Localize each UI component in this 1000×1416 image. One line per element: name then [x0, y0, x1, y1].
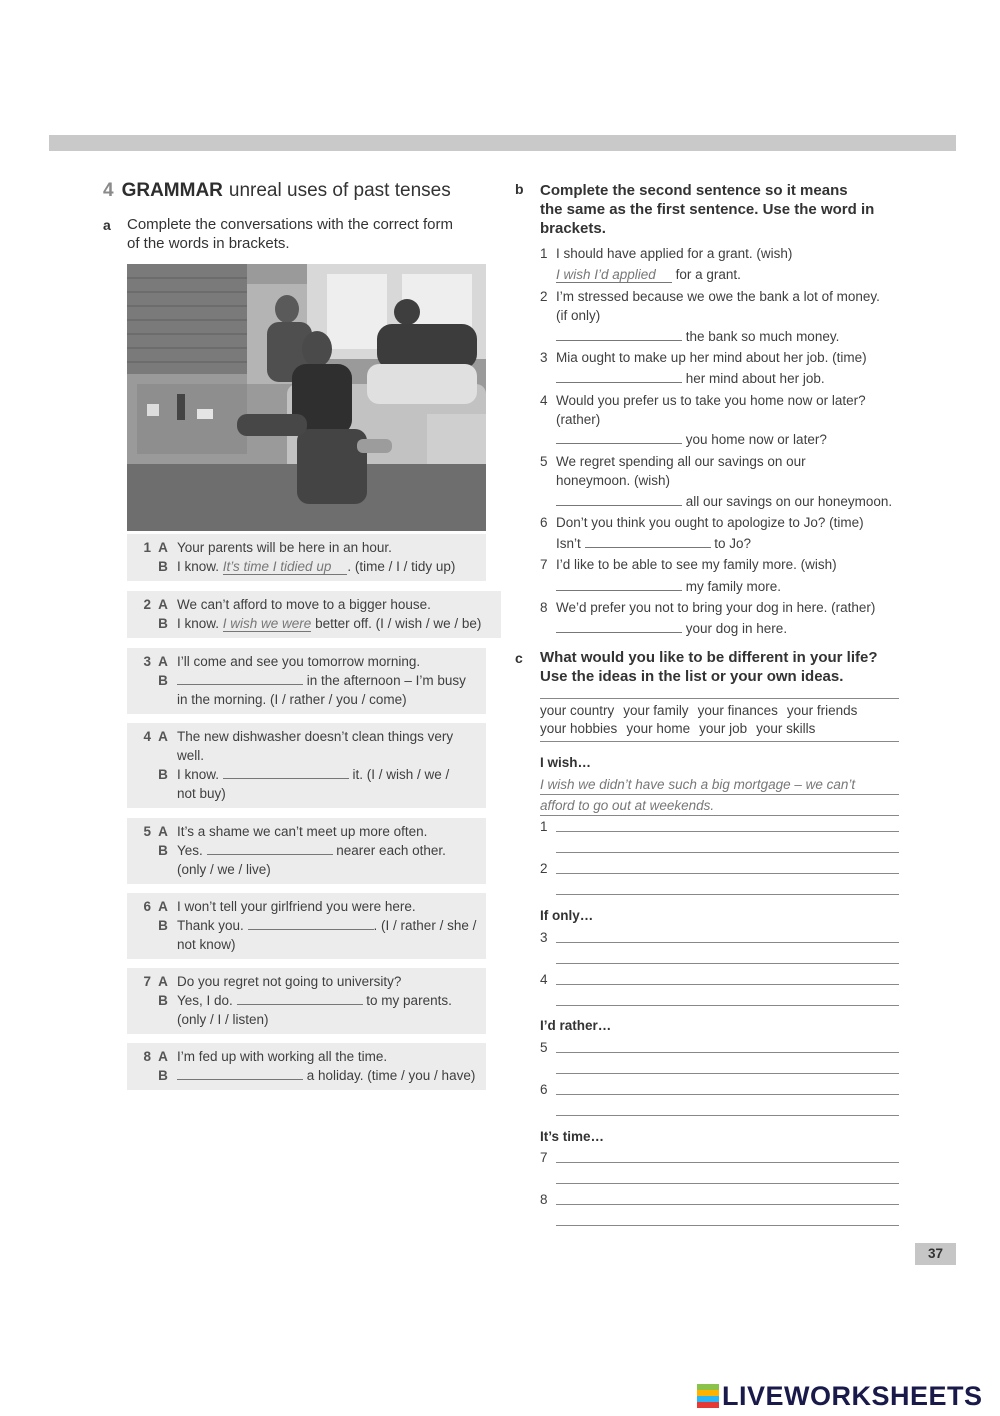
- ideas-word-box: [540, 698, 899, 742]
- answer-blank-b4[interactable]: [556, 430, 682, 444]
- write-line-1a[interactable]: [556, 831, 899, 832]
- part-b-answer-1: [556, 265, 741, 284]
- answer-blank-b3[interactable]: [556, 369, 682, 383]
- part-b-item-2: [540, 287, 880, 306]
- write-line-4a[interactable]: [556, 984, 899, 985]
- item-prefix: Isn’t: [556, 536, 585, 551]
- part-b-item-6: [540, 513, 864, 532]
- item-number: 1: [540, 246, 548, 261]
- item-number: 2: [540, 289, 548, 304]
- dialogue-4: [127, 723, 486, 808]
- speaker-b: B: [158, 673, 168, 688]
- answer-blank-b7[interactable]: [556, 577, 682, 591]
- idea-word: your hobbies: [540, 721, 618, 736]
- dialogue-line-a: It’s a shame we can’t meet up more often.: [177, 824, 428, 839]
- idea-word: your finances: [697, 703, 778, 718]
- dialogue-line-b-cont: not know): [177, 937, 236, 952]
- section-title: [103, 180, 451, 202]
- section-subtitle: unreal uses of past tenses: [228, 180, 451, 201]
- liveworksheets-logo-icon: [697, 1384, 719, 1408]
- dialogue-number: 8: [143, 1049, 151, 1064]
- dialogue-line-a: I’ll come and see you tomorrow morning.: [177, 654, 421, 669]
- item-completion: all our savings on our honeymoon.: [682, 494, 893, 509]
- dialogue-line-b: [175, 614, 501, 633]
- part-b-answer-7: [556, 577, 781, 596]
- answer-blank-7[interactable]: [237, 991, 363, 1005]
- dialogue-number: 7: [143, 974, 151, 989]
- idea-word: your friends: [786, 703, 858, 718]
- part-b-item-4: [540, 391, 866, 410]
- part-a-instruction: [127, 215, 453, 253]
- part-b-answer-6: [556, 534, 751, 553]
- item-completion: for a grant.: [671, 267, 741, 282]
- part-a-instruction-line: of the words in brackets.: [127, 235, 290, 252]
- group-heading-if-only: If only…: [540, 908, 594, 923]
- line-prefix: I know.: [177, 559, 223, 574]
- answer-blank-8[interactable]: [177, 1066, 303, 1080]
- item-completion: her mind about her job.: [682, 371, 825, 386]
- dialogue-number: 5: [143, 824, 151, 839]
- dialogue-6: [127, 893, 486, 959]
- write-number: 4: [540, 972, 548, 987]
- speaker-b: B: [158, 616, 168, 631]
- group-heading-its-time: It’s time…: [540, 1129, 605, 1144]
- part-b-item-8: [540, 598, 875, 617]
- answer-blank-b8[interactable]: [556, 619, 682, 633]
- write-line-3b[interactable]: [556, 963, 899, 964]
- item-number: 8: [540, 600, 548, 615]
- dialogue-line-a: I’m fed up with working all the time.: [177, 1049, 388, 1064]
- line-prefix: Yes.: [177, 843, 207, 858]
- part-a-instruction-line: Complete the conversations with the correct form: [127, 216, 453, 233]
- line-suffix: to my parents.: [362, 993, 452, 1008]
- write-number: 2: [540, 861, 548, 876]
- idea-word: your skills: [756, 721, 816, 736]
- answer-blank-6[interactable]: [248, 916, 374, 930]
- write-number: 5: [540, 1040, 548, 1055]
- write-number: 3: [540, 930, 548, 945]
- party-aftermath-photo: [127, 264, 486, 531]
- item-sentence: Would you prefer us to take you home now or later?: [556, 393, 866, 408]
- answer-blank-5[interactable]: [207, 841, 333, 855]
- speaker-a: A: [158, 540, 168, 555]
- dialogue-line-b: [175, 671, 486, 690]
- item-sentence-cont: (rather): [556, 412, 601, 427]
- group-heading-id-rather: I’d rather…: [540, 1018, 612, 1033]
- speaker-a: A: [158, 824, 168, 839]
- line-suffix: . (time / I / tidy up): [347, 559, 456, 574]
- part-c-instruction: [540, 648, 878, 686]
- line-suffix: a holiday. (time / you / have): [303, 1068, 476, 1083]
- part-b-instruction: [540, 181, 874, 238]
- write-line-2a[interactable]: [556, 873, 899, 874]
- write-line-7a[interactable]: [556, 1162, 899, 1163]
- dialogue-line-a: The new dishwasher doesn’t clean things very: [177, 729, 454, 744]
- dialogue-line-b-cont: not buy): [177, 786, 226, 801]
- item-number: 3: [540, 350, 548, 365]
- speaker-b: B: [158, 1068, 168, 1083]
- dialogue-1: [127, 534, 486, 581]
- dialogue-line-b-cont: (only / I / listen): [177, 1012, 269, 1027]
- part-b-item-5: [540, 452, 806, 471]
- section-keyword: GRAMMAR: [121, 180, 223, 201]
- item-number: 6: [540, 515, 548, 530]
- item-completion: the bank so much money.: [682, 329, 840, 344]
- line-prefix: I know.: [177, 767, 223, 782]
- speaker-b: B: [158, 918, 168, 933]
- part-b-instruction-line: the same as the first sentence. Use the word in: [540, 201, 875, 218]
- speaker-a: A: [158, 974, 168, 989]
- idea-word: your home: [626, 721, 691, 736]
- item-number: 7: [540, 557, 548, 572]
- speaker-a: A: [158, 1049, 168, 1064]
- idea-word: your job: [699, 721, 748, 736]
- write-line-6a[interactable]: [556, 1094, 899, 1095]
- dialogue-3: [127, 648, 486, 714]
- item-number: 5: [540, 454, 548, 469]
- write-line-5a[interactable]: [556, 1052, 899, 1053]
- page-number: 37: [915, 1243, 956, 1265]
- example-line: I wish we didn’t have such a big mortgage – we can’t: [540, 774, 899, 795]
- example-line: afford to go out at weekends.: [540, 795, 899, 816]
- write-line-8b[interactable]: [556, 1225, 899, 1226]
- speaker-a: A: [158, 654, 168, 669]
- liveworksheets-brand: [697, 1381, 983, 1411]
- dialogue-line-b: [175, 841, 486, 860]
- answer-blank-4[interactable]: [223, 765, 349, 779]
- dialogue-8: [127, 1043, 486, 1090]
- item-sentence: I should have applied for a grant. (wish): [556, 246, 793, 261]
- dialogue-line-b: [175, 916, 486, 935]
- dialogue-number: 4: [143, 729, 151, 744]
- item-sentence: I’m stressed because we owe the bank a lot of money.: [556, 289, 880, 304]
- group-heading-i-wish: I wish…: [540, 755, 592, 770]
- dialogue-number: 6: [143, 899, 151, 914]
- header-bar: [49, 135, 956, 151]
- line-suffix: . (I / rather / she /: [373, 918, 477, 933]
- line-suffix: nearer each other.: [332, 843, 446, 858]
- item-sentence-cont: (if only): [556, 308, 601, 323]
- item-completion: your dog in here.: [682, 621, 788, 636]
- dialogue-line-b-cont: (only / we / live): [177, 862, 271, 877]
- speaker-b: B: [158, 993, 168, 1008]
- part-b-item-7: [540, 555, 837, 574]
- example-answer: I wish I’d applied: [556, 267, 672, 283]
- line-prefix: I know.: [177, 616, 223, 631]
- logo-stripe: [697, 1402, 719, 1408]
- part-b-answer-8: [556, 619, 787, 638]
- line-suffix: in the afternoon – I’m busy: [303, 673, 466, 688]
- dialogue-line-b: [175, 557, 486, 576]
- write-line-6b[interactable]: [556, 1115, 899, 1116]
- write-number: 6: [540, 1082, 548, 1097]
- answer-blank-b2[interactable]: [556, 327, 682, 341]
- dialogue-line-a: I won’t tell your girlfriend you were here.: [177, 899, 416, 914]
- write-line-7b[interactable]: [556, 1183, 899, 1184]
- item-sentence: Mia ought to make up her mind about her job. (time): [556, 350, 867, 365]
- speaker-a: A: [158, 899, 168, 914]
- write-line-3a[interactable]: [556, 942, 899, 943]
- write-line-5b[interactable]: [556, 1073, 899, 1074]
- part-b-instruction-line: Complete the second sentence so it means: [540, 182, 848, 199]
- part-a-letter: a: [103, 217, 111, 233]
- part-b-answer-3: [556, 369, 825, 388]
- section-number: 4: [103, 180, 114, 201]
- dialogue-number: 2: [143, 597, 151, 612]
- part-b-answer-2: [556, 327, 839, 346]
- part-b-item-1: [540, 244, 792, 263]
- dialogue-line-b: [175, 1066, 486, 1085]
- part-b-instruction-line: brackets.: [540, 220, 606, 237]
- idea-word: your family: [623, 703, 689, 718]
- dialogue-line-b-cont: in the morning. (I / rather / you / come): [177, 692, 407, 707]
- answer-blank-3[interactable]: [177, 671, 303, 685]
- answer-blank-b5[interactable]: [556, 492, 682, 506]
- line-suffix: it. (I / wish / we /: [348, 767, 450, 782]
- item-number: 4: [540, 393, 548, 408]
- answer-blank-b6[interactable]: [585, 534, 711, 548]
- dialogue-line-b: [175, 765, 486, 784]
- dialogue-line-a: Do you regret not going to university?: [177, 974, 402, 989]
- item-sentence: We regret spending all our savings on our: [556, 454, 806, 469]
- example-answer: I wish we were: [222, 616, 312, 631]
- item-sentence-cont: honeymoon. (wish): [556, 473, 671, 488]
- part-b-item-3: [540, 348, 867, 367]
- dialogue-2: [127, 591, 501, 638]
- dialogue-number: 3: [143, 654, 151, 669]
- dialogue-line-a: Your parents will be here in an hour.: [177, 540, 392, 555]
- idea-word: your country: [540, 703, 615, 718]
- part-c-instruction-line: What would you like to be different in your life?: [540, 649, 878, 666]
- example-answer: It’s time I tidied up: [223, 559, 348, 575]
- part-b-answer-5: [556, 492, 892, 511]
- example-answer-c: [540, 774, 899, 816]
- item-completion: you home now or later?: [682, 432, 827, 447]
- item-sentence: Don’t you think you ought to apologize to Jo? (time): [556, 515, 864, 530]
- dialogue-line-b: [175, 991, 486, 1010]
- line-prefix: Thank you.: [177, 918, 248, 933]
- speaker-b: B: [158, 559, 168, 574]
- line-prefix: Yes, I do.: [177, 993, 237, 1008]
- brand-text: LIVEWORKSHEETS: [722, 1380, 983, 1411]
- part-b-answer-4: [556, 430, 827, 449]
- write-line-1b[interactable]: [556, 852, 899, 853]
- write-line-8a[interactable]: [556, 1204, 899, 1205]
- speaker-b: B: [158, 767, 168, 782]
- dialogue-number: 1: [143, 540, 151, 555]
- line-suffix: better off. (I / wish / we / be): [311, 616, 482, 631]
- speaker-a: A: [158, 597, 168, 612]
- item-completion: to Jo?: [710, 536, 752, 551]
- dialogue-7: [127, 968, 486, 1034]
- write-number: 8: [540, 1192, 548, 1207]
- item-completion: my family more.: [682, 579, 782, 594]
- write-number: 7: [540, 1150, 548, 1165]
- part-c-letter: c: [515, 650, 523, 666]
- write-line-2b[interactable]: [556, 894, 899, 895]
- dialogue-line-a-cont: well.: [177, 748, 205, 763]
- item-sentence: We’d prefer you not to bring your dog in here. (rather): [556, 600, 876, 615]
- dialogue-line-a: We can’t afford to move to a bigger house.: [177, 597, 431, 612]
- part-c-instruction-line: Use the ideas in the list or your own ideas.: [540, 668, 844, 685]
- speaker-b: B: [158, 843, 168, 858]
- part-b-letter: b: [515, 181, 524, 197]
- write-number: 1: [540, 819, 548, 834]
- speaker-a: A: [158, 729, 168, 744]
- item-sentence: I’d like to be able to see my family more. (wish): [556, 557, 837, 572]
- write-line-4b[interactable]: [556, 1005, 899, 1006]
- dialogue-5: [127, 818, 486, 884]
